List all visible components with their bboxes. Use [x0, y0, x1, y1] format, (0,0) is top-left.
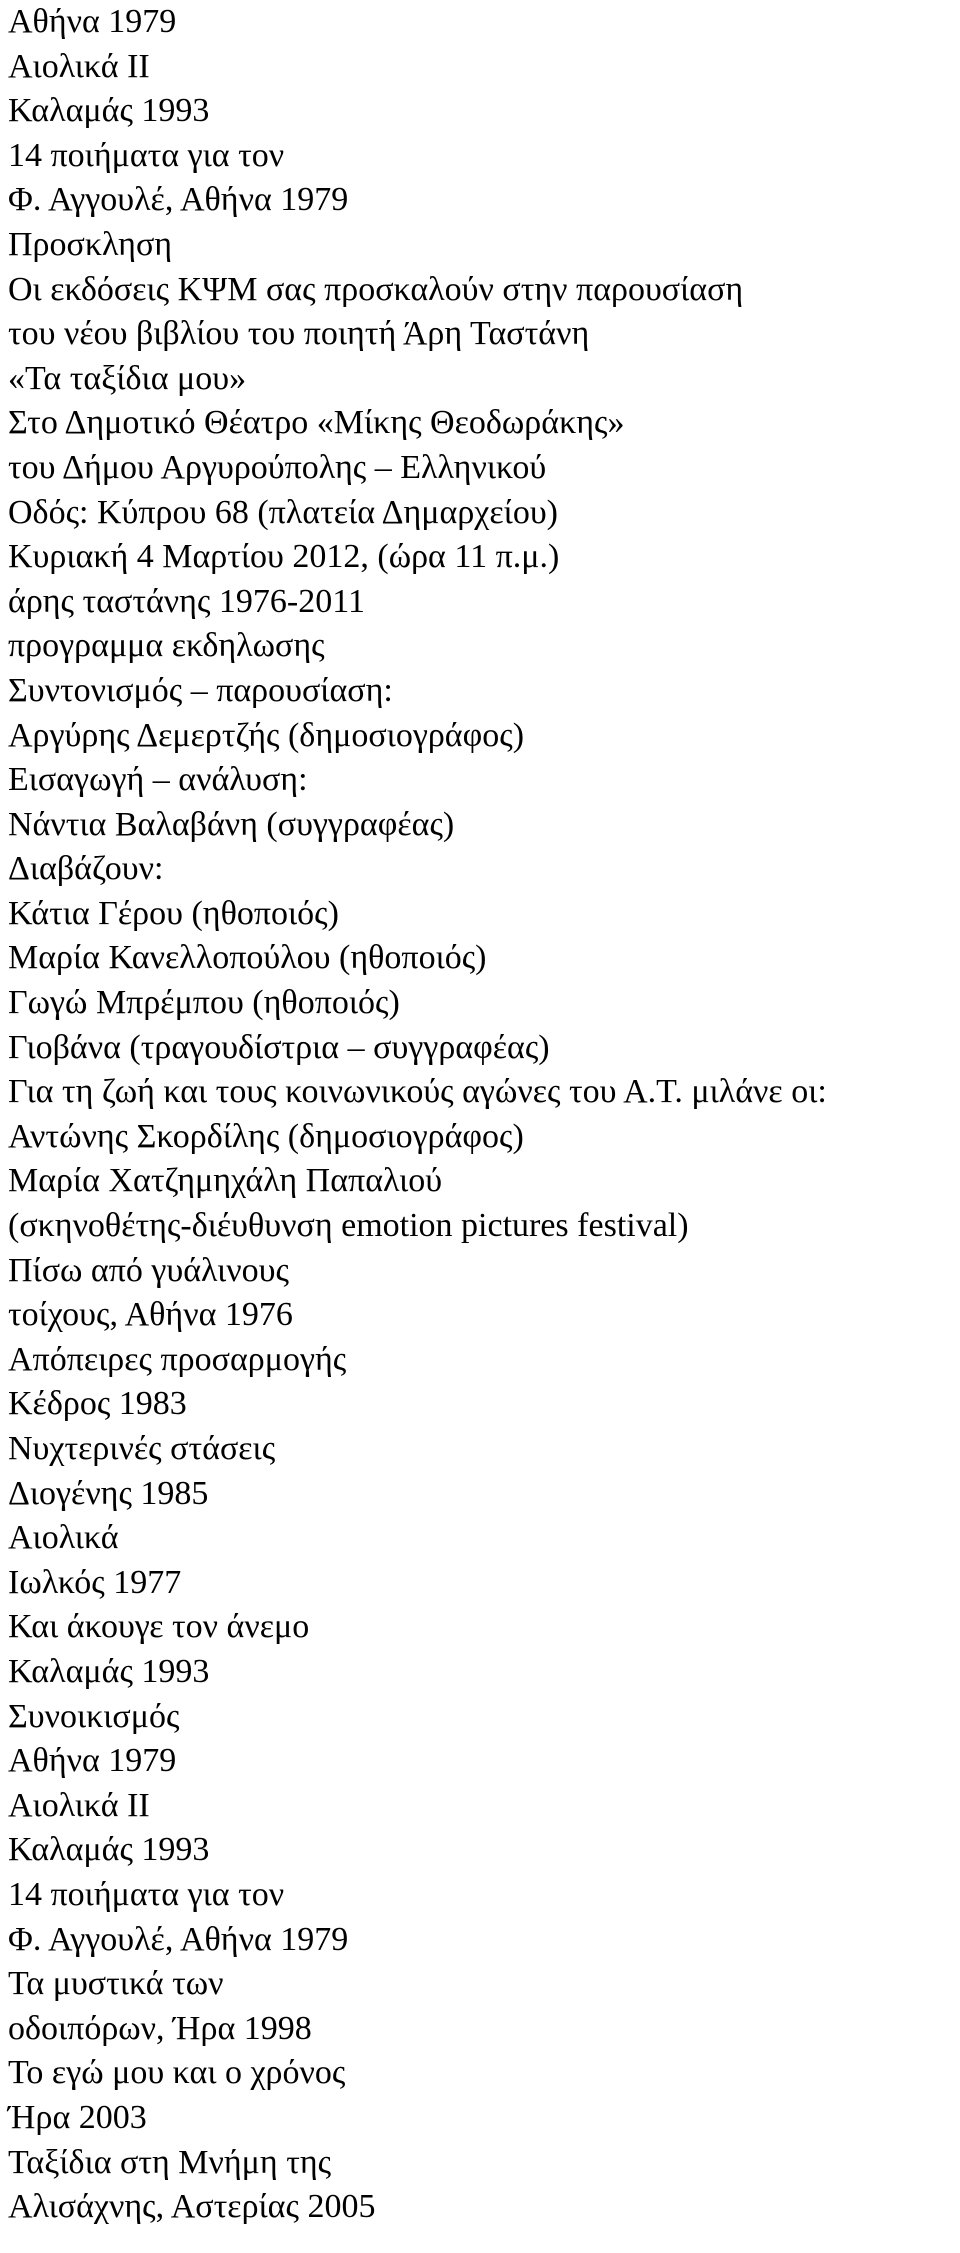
bibliography-line: Αιολικά [8, 1519, 119, 1557]
bibliography-line: Ταξίδια στη Μνήμη της [8, 2143, 332, 2181]
text-line: Οι εκδόσεις ΚΨΜ σας προσκαλούν στην παρουσίαση [8, 270, 744, 308]
bibliography-line: Το εγώ μου και ο χρόνος [8, 2054, 346, 2092]
date-line: Κυριακή 4 Μαρτίου 2012, (ώρα 11 π.μ.) [8, 538, 560, 576]
text-line: Αιολικά ΙΙ [8, 47, 150, 85]
program-line: Γιοβάνα (τραγουδίστρια – συγγραφέας) [8, 1028, 550, 1066]
text-line: Αθήνα 1979 [8, 3, 177, 40]
program-line: Κάτια Γέρου (ηθοποιός) [8, 894, 339, 932]
bibliography-line: Ήρα 2003 [8, 2098, 147, 2136]
bibliography-line: Πίσω από γυάλινους [8, 1251, 289, 1289]
program-heading: προγραμμα εκδηλωσης [8, 627, 325, 665]
bibliography-line: Διογένης 1985 [8, 1474, 209, 1512]
text-line: Καλαμάς 1993 [8, 92, 210, 130]
invitation-heading: Προσκληση [8, 225, 173, 263]
text-line: του νέου βιβλίου του ποιητή Άρη Ταστάνη [8, 315, 590, 353]
program-line: Για τη ζωή και τους κοινωνικούς αγώνες του Α.Τ. μιλάνε οι: [8, 1073, 827, 1111]
bibliography-line: Και άκουγε τον άνεμο [8, 1608, 310, 1646]
text-line: Φ. Αγγουλέ, Αθήνα 1979 [8, 181, 349, 219]
program-line: Αντώνης Σκορδίλης (δημοσιογράφος) [8, 1117, 524, 1155]
program-line: Νάντια Βαλαβάνη (συγγραφέας) [8, 805, 455, 843]
book-title: «Τα ταξίδια μου» [8, 359, 247, 397]
bibliography-line: τοίχους, Αθήνα 1976 [8, 1296, 293, 1334]
program-line: Μαρία Χατζημηχάλη Παπαλιού [8, 1162, 443, 1200]
text-line: άρης ταστάνης 1976-2011 [8, 582, 365, 620]
address-line: Οδός: Κύπρου 68 (πλατεία Δημαρχείου) [8, 493, 558, 531]
bibliography-line: Αθήνα 1979 [8, 1742, 177, 1780]
program-line: Διαβάζουν: [8, 850, 164, 888]
bibliography-line: Ιωλκός 1977 [8, 1563, 182, 1601]
program-line: Εισαγωγή – ανάλυση: [8, 761, 308, 799]
bibliography-line: Αιολικά ΙΙ [8, 1786, 150, 1824]
bibliography-line: 14 ποιήματα για τον [8, 1875, 285, 1913]
bibliography-line: οδοιπόρων, Ήρα 1998 [8, 2009, 312, 2047]
bibliography-line: Απόπειρες προσαρμογής [8, 1340, 347, 1378]
bibliography-line: Νυχτερινές στάσεις [8, 1430, 276, 1467]
program-line: Γωγώ Μπρέμπου (ηθοποιός) [8, 984, 400, 1022]
bibliography-line: Κέδρος 1983 [8, 1385, 187, 1423]
bibliography-line: Καλαμάς 1993 [8, 1831, 210, 1869]
program-line: Συντονισμός – παρουσίαση: [8, 671, 393, 709]
text-line: 14 ποιήματα για τον [8, 136, 285, 174]
bibliography-line: Τα μυστικά των [8, 1965, 224, 2003]
program-line: Αργύρης Δεμερτζής (δημοσιογράφος) [8, 716, 525, 754]
bibliography-line: Αλισάχνης, Αστερίας 2005 [8, 2188, 376, 2226]
venue-line: Στο Δημοτικό Θέατρο «Μίκης Θεοδωράκης» [8, 404, 625, 442]
bibliography-line: Φ. Αγγουλέ, Αθήνα 1979 [8, 1920, 349, 1958]
program-line: Μαρία Κανελλοπούλου (ηθοποιός) [8, 939, 487, 977]
bibliography-line: Συνοικισμός [8, 1697, 180, 1735]
program-line: (σκηνοθέτης-διέυθυνση emotion pictures festival) [8, 1207, 689, 1245]
bibliography-line: Καλαμάς 1993 [8, 1652, 210, 1690]
venue-line: του Δήμου Αργυρούπολης – Ελληνικού [8, 448, 547, 486]
document-page [8, 0, 953, 2230]
